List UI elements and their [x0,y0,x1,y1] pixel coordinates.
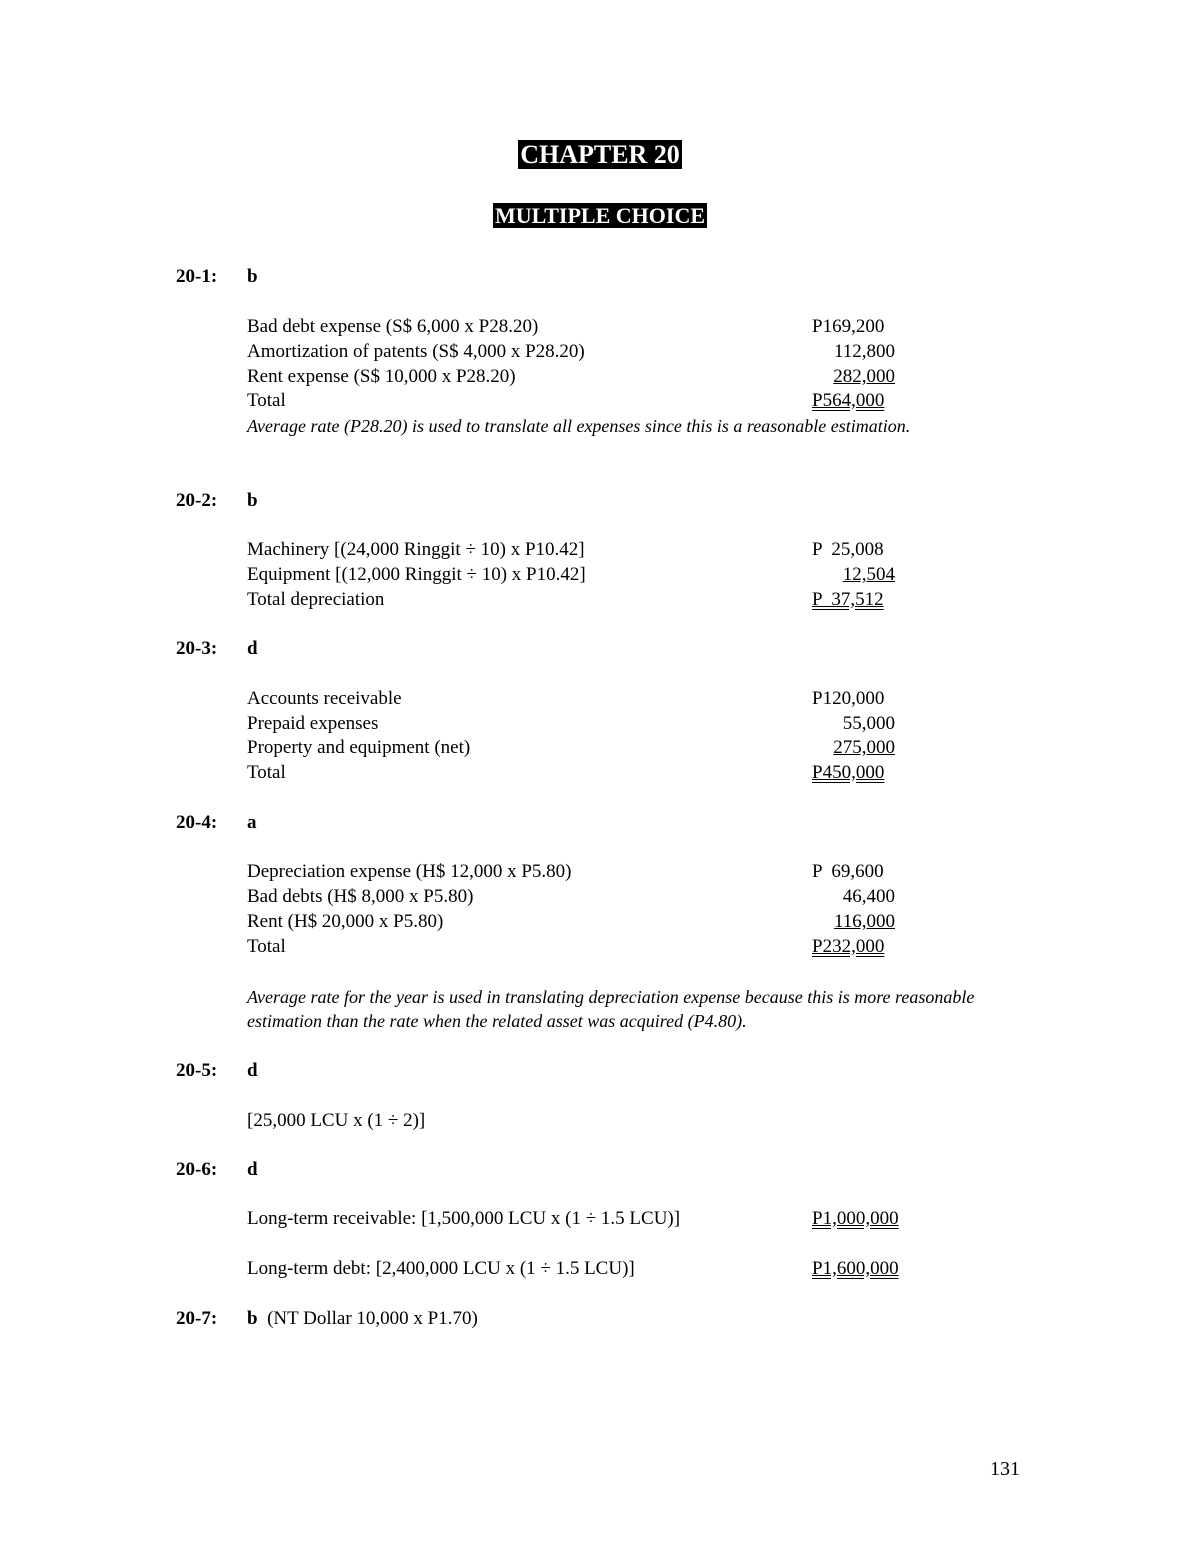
total-amount: P564,000 [812,390,885,411]
line-item-amount: 55,000 [842,713,895,734]
line-item-label: Depreciation expense (H$ 12,000 x P5.80) [247,861,572,882]
computation-detail: (NT Dollar 10,000 x P1.70) [267,1308,478,1329]
line-item-amount: 112,800 [833,341,895,362]
total-amount: P450,000 [812,762,885,783]
line-item-amount: P1,600,000 [812,1258,899,1279]
line-item-amount: P 69,600 [812,861,884,882]
section-title: MULTIPLE CHOICE [494,203,706,228]
line-item-amount: 282,000 [833,366,895,387]
question-answer: b [247,490,258,511]
question-number: 20-4: [176,812,218,833]
question-answer: b (NT Dollar 10,000 x P1.70) [247,1308,478,1329]
question-number: 20-2: [176,490,218,511]
line-item-label: Amortization of patents (S$ 4,000 x P28.20) [247,341,585,362]
question-number: 20-1: [176,266,218,287]
question-answer: a [247,812,257,833]
line-item-amount: P1,000,000 [812,1208,899,1229]
line-item-amount: 46,400 [842,886,895,907]
line-item-label: Equipment [(12,000 Ringgit ÷ 10) x P10.42] [247,564,586,585]
line-item-label: Machinery [(24,000 Ringgit ÷ 10) x P10.42] [247,539,585,560]
line-item-label: Prepaid expenses [247,713,379,734]
question-answer: d [247,1060,258,1081]
line-item-amount: P120,000 [812,688,885,709]
page-number: 131 [990,1458,1020,1480]
question-number: 20-7: [176,1308,218,1329]
line-item-amount: 12,504 [842,564,895,585]
line-item-amount: P169,200 [812,316,885,337]
line-item-amount: 275,000 [833,737,895,758]
total-amount: P 37,512 [812,589,884,610]
explanation-note: Average rate (P28.20) is used to translate all expenses since this is a reasonable estimation. [247,416,911,436]
total-amount: P232,000 [812,936,885,957]
total-label: Total [247,762,286,783]
total-label: Total depreciation [247,589,385,610]
line-item-label: Rent (H$ 20,000 x P5.80) [247,911,444,932]
total-label: Total [247,936,286,957]
line-item-label: Accounts receivable [247,688,402,709]
line-item-label: Bad debts (H$ 8,000 x P5.80) [247,886,474,907]
question-number: 20-5: [176,1060,218,1081]
line-item-label: Rent expense (S$ 10,000 x P28.20) [247,366,516,387]
line-item-amount: 116,000 [833,911,895,932]
question-answer: b [247,266,258,287]
computation-detail: [25,000 LCU x (1 ÷ 2)] [247,1110,426,1131]
explanation-note: Average rate for the year is used in translating depreciation expense because this is more reasonable estimation than the rate when the related asset was acquired (P4.80). [247,987,975,1031]
line-item-amount: P 25,008 [812,539,884,560]
question-answer: d [247,638,258,659]
line-item-label: Property and equipment (net) [247,737,471,758]
line-item-label: Long-term receivable: [1,500,000 LCU x (1 ÷ 1.5 LCU)] [247,1208,681,1229]
question-answer: d [247,1159,258,1180]
question-number: 20-6: [176,1159,218,1180]
total-label: Total [247,390,286,411]
chapter-title: CHAPTER 20 [520,140,680,169]
line-item-label: Long-term debt: [2,400,000 LCU x (1 ÷ 1.5 LCU)] [247,1258,635,1279]
line-item-label: Bad debt expense (S$ 6,000 x P28.20) [247,316,539,337]
question-number: 20-3: [176,638,218,659]
